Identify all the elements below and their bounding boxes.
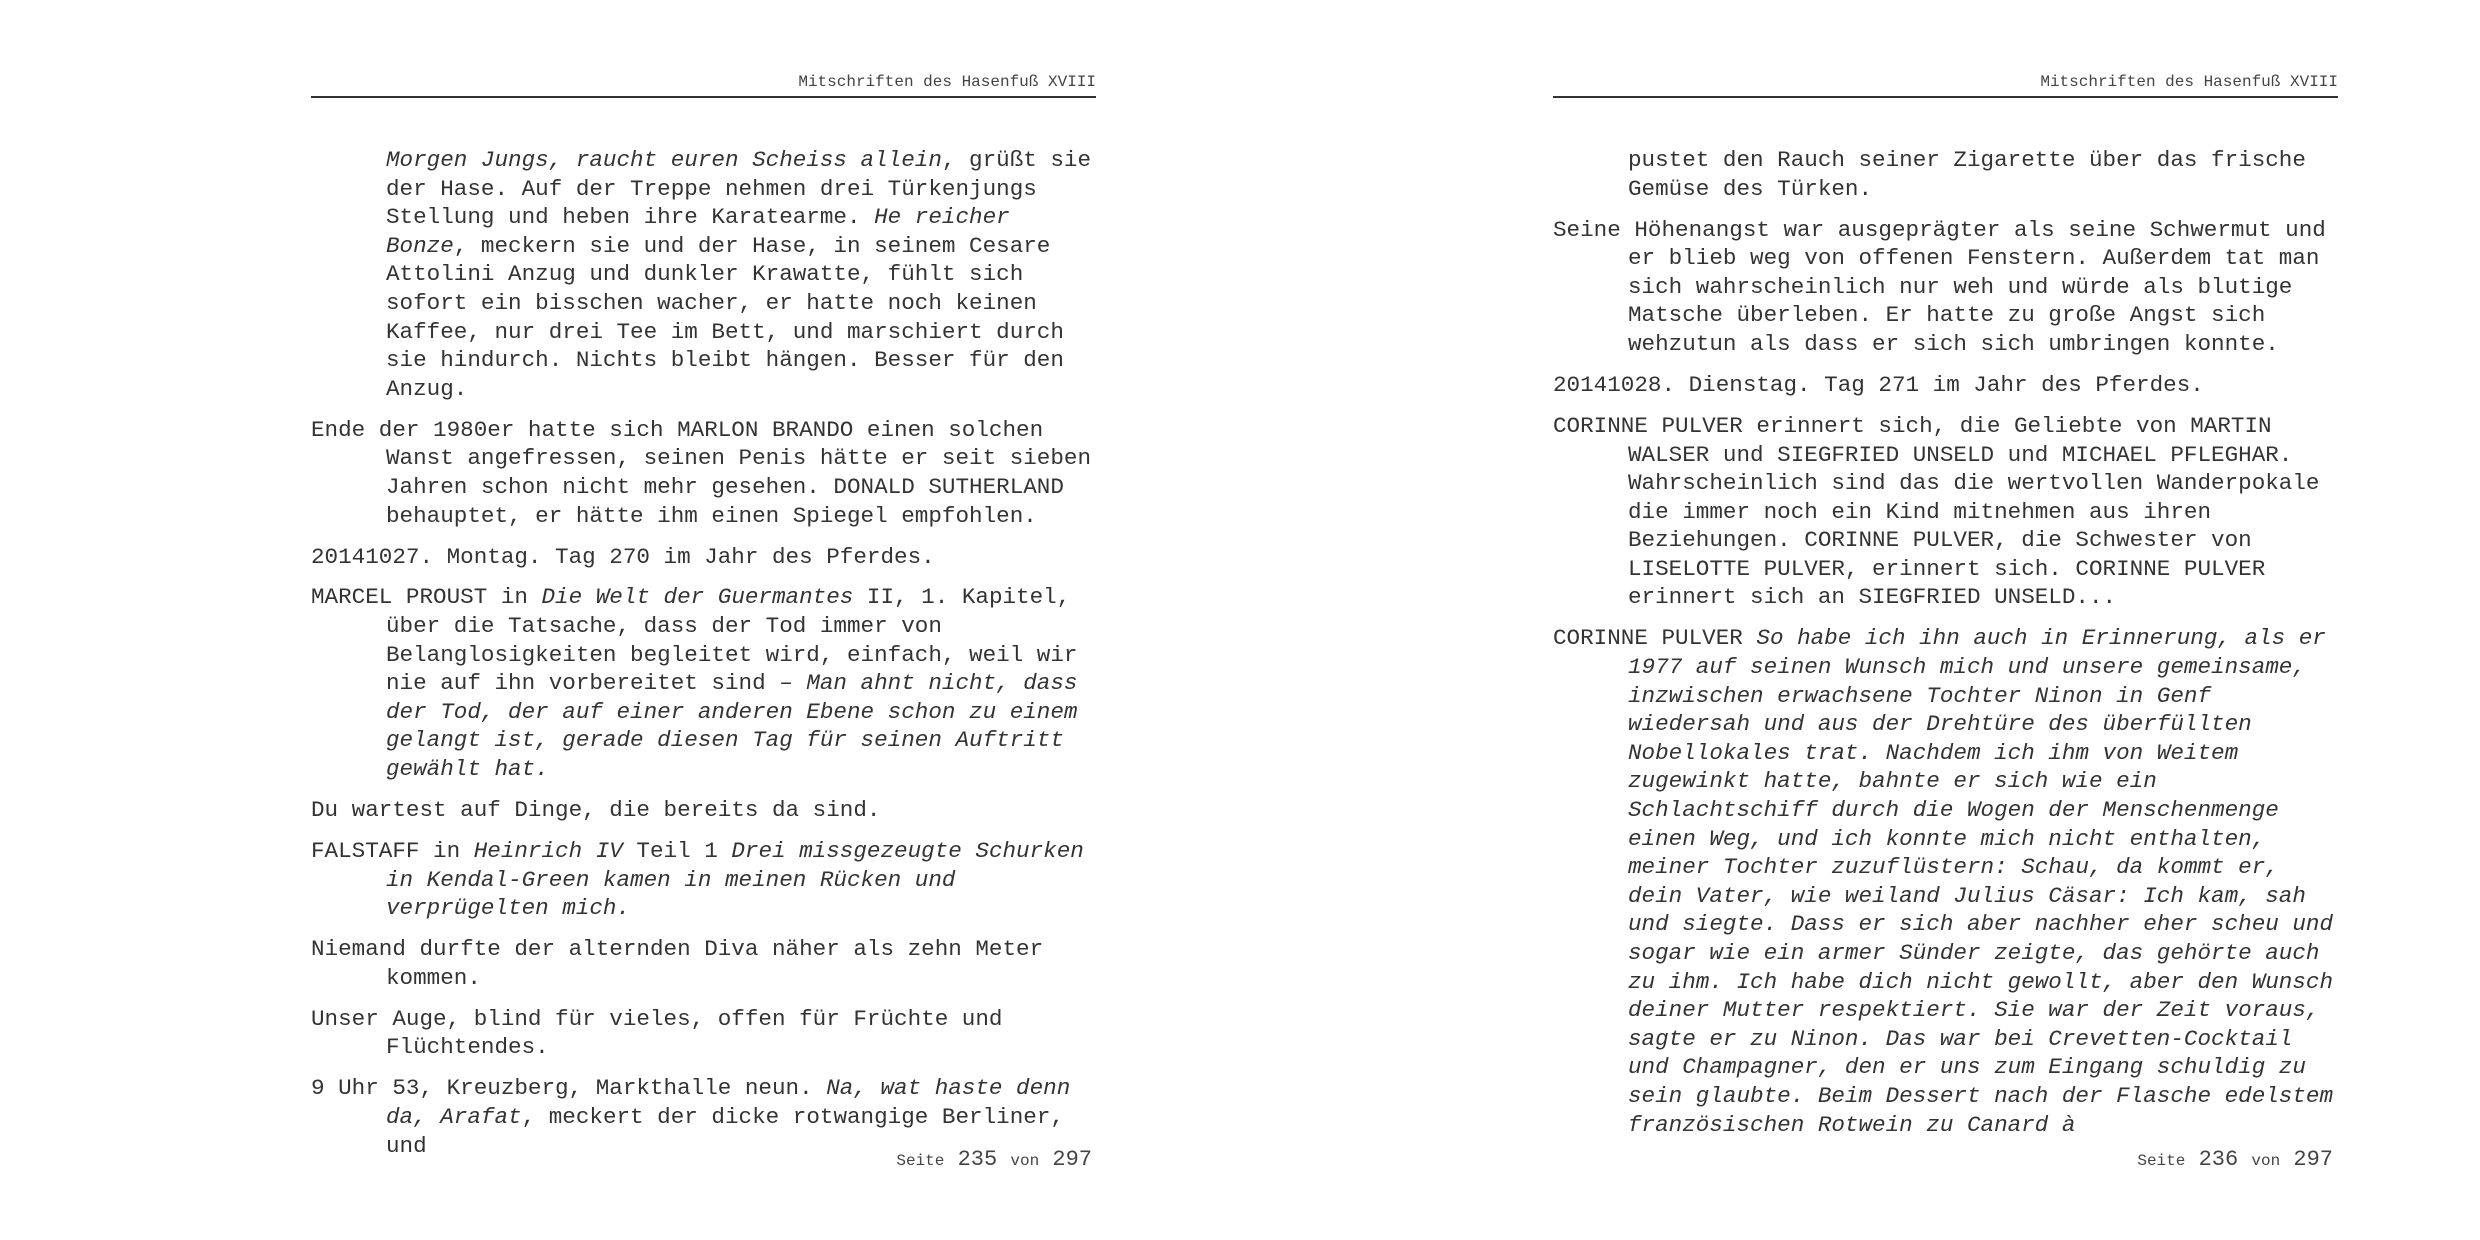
page-number xyxy=(2137,1147,2333,1172)
paragraph xyxy=(311,543,1101,572)
text-run: , grüßt sie der Hase. Auf der Treppe nehmen drei Türkenjungs Stellung und heben ihre Karatearme. xyxy=(386,147,1092,231)
text-run: pustet den Rauch seiner Zigarette über das frische Gemüse des Türken. xyxy=(1628,147,2306,202)
paragraph xyxy=(311,416,1101,530)
folio-total: 297 xyxy=(1052,1147,1092,1172)
text-run: 20141027. Montag. Tag 270 im Jahr des Pferdes. xyxy=(311,543,935,570)
text-run: CORINNE PULVER xyxy=(1553,625,1757,652)
paragraph xyxy=(1553,146,2343,203)
text-run: II, 1. Kapitel, über die Tatsache, dass der Tod immer von Belanglosigkeiten begleitet wird, einfach, weil wir nie auf ihn vorbereitet sind – xyxy=(386,584,1078,697)
text-run: Teil 1 xyxy=(622,838,732,865)
paragraph xyxy=(1553,412,2343,612)
text-run: Unser Auge, blind für vieles, offen für Früchte und Flüchtendes. xyxy=(311,1005,1003,1061)
italic-text: Heinrich IV xyxy=(473,838,623,865)
text-run: CORINNE PULVER erinnert sich, die Geliebte von MARTIN WALSER und SIEGFRIED UNSELD und MICHAEL PFLEGHAR. Wahrscheinlich sind das die wertvollen Wanderpokale die immer noch ein Kind mitnehmen aus ihren Beziehungen. CORINNE PULVER, die Schwester von LISELOTTE PULVER, erinnert sich. CORINNE PULVER erinnert sich an SIEGFRIED UNSELD... xyxy=(1553,412,2320,611)
paragraph xyxy=(311,146,1101,403)
italic-text: He reicher Bonze xyxy=(386,204,1010,259)
text-run: , meckern sie und der Hase, in seinem Cesare Attolini Anzug und dunkler Krawatte, fühlt sich sofort ein bisschen wacher, er hatte noch keinen Kaffee, nur drei Tee im Bett, und marschiert durch sie hindurch. Nichts bleibt hängen. Besser für den Anzug. xyxy=(386,232,1064,402)
text-run: Seine Höhenangst war ausgeprägter als seine Schwermut und er blieb weg von offenen Fenstern. Außerdem tat man sich wahrscheinlich nur weh und würde als blutige Matsche überleben. Er hatte zu große Angst sich wehzutun als dass er sich sich umbringen konnte. xyxy=(1553,216,2326,357)
running-head: Mitschriften des Hasenfuß XVIII xyxy=(311,72,1096,98)
folio-of: von xyxy=(1010,1152,1040,1170)
folio-of: von xyxy=(2251,1152,2281,1170)
text-run: Du wartest auf Dinge, die bereits da sind. xyxy=(311,797,881,824)
italic-text: So habe ich ihn auch in Erinnerung, als er 1977 auf seinen Wunsch mich und unsere gemeinsame, inzwischen erwachsene Tochter Ninon in Genf wiedersah und aus der Drehtüre des überfüllten Nobellokales trat. Nachdem ich ihm von Weitem zugewinkt hatte, bahnte er sich wie ein Schlachtschiff durch die Wogen der Menschenmenge einen Weg, und ich konnte mich nicht enthalten, meiner Tochter zuzuflüstern: Schau, da kommt er, dein Vater, wie weiland Julius Cäsar: Ich kam, sah und siegte. Dass er sich aber nachher eher scheu und sogar wie ein armer Sünder zeigte, das gehörte auch zu ihm. Ich habe dich nicht gewollt, aber den Wunsch deiner Mutter respektiert. Sie war der Zeit voraus, sagte er zu Ninon. Das war bei Crevetten-Cocktail und Champagner, den er uns zum Eingang schuldig zu sein glaubte. Beim Dessert nach der Flasche edelstem französischen Rotwein zu Canard à xyxy=(1628,625,2334,1138)
folio-label: Seite xyxy=(2137,1152,2186,1170)
folio-page: 236 xyxy=(2198,1147,2239,1172)
folio-total: 297 xyxy=(2293,1147,2333,1172)
text-run: 20141028. Dienstag. Tag 271 im Jahr des Pferdes. xyxy=(1553,371,2204,398)
italic-text: Na, wat haste denn da, Arafat xyxy=(386,1075,1071,1130)
paragraph xyxy=(1553,624,2343,1139)
italic-text: Drei missgezeugte Schurken in Kendal-Green kamen in meinen Rücken und verprügelten mich. xyxy=(386,838,1084,922)
page-body xyxy=(1553,146,2343,1152)
folio-label: Seite xyxy=(896,1152,945,1170)
page-body xyxy=(311,146,1101,1173)
paragraph xyxy=(311,837,1101,923)
paragraph xyxy=(1553,216,2343,359)
italic-text: Die Welt der Guermantes xyxy=(541,584,854,611)
paragraph xyxy=(311,796,1101,825)
running-head: Mitschriften des Hasenfuß XVIII xyxy=(1553,72,2338,98)
paragraph xyxy=(1553,371,2343,400)
italic-text: Morgen Jungs, raucht euren Scheiss allein xyxy=(386,147,942,173)
text-run: 9 Uhr 53, Kreuzberg, Markthalle neun. xyxy=(311,1075,827,1102)
folio-page: 235 xyxy=(957,1147,998,1172)
text-run: Niemand durfte der alternden Diva näher als zehn Meter kommen. xyxy=(311,936,1044,991)
text-run: Ende der 1980er hatte sich MARLON BRANDO einen solchen Wanst angefressen, seinen Penis hätte er seit sieben Jahren schon nicht mehr gesehen. DONALD SUTHERLAND behauptet, er hätte ihm einen Spiegel empfohlen. xyxy=(311,416,1092,529)
paragraph xyxy=(311,583,1101,783)
text-run: , meckert der dicke rotwangige Berliner, und xyxy=(386,1103,1064,1159)
paragraph xyxy=(311,1005,1101,1062)
paragraph xyxy=(311,935,1101,992)
text-run: MARCEL PROUST in xyxy=(311,584,542,611)
text-run: FALSTAFF in xyxy=(311,838,474,865)
italic-text: Man ahnt nicht, dass der Tod, der auf einer anderen Ebene schon zu einem gelangt ist, gerade diesen Tag für seinen Auftritt gewählt hat. xyxy=(386,670,1078,783)
right-page xyxy=(1240,0,2480,1240)
page-number xyxy=(896,1147,1092,1172)
